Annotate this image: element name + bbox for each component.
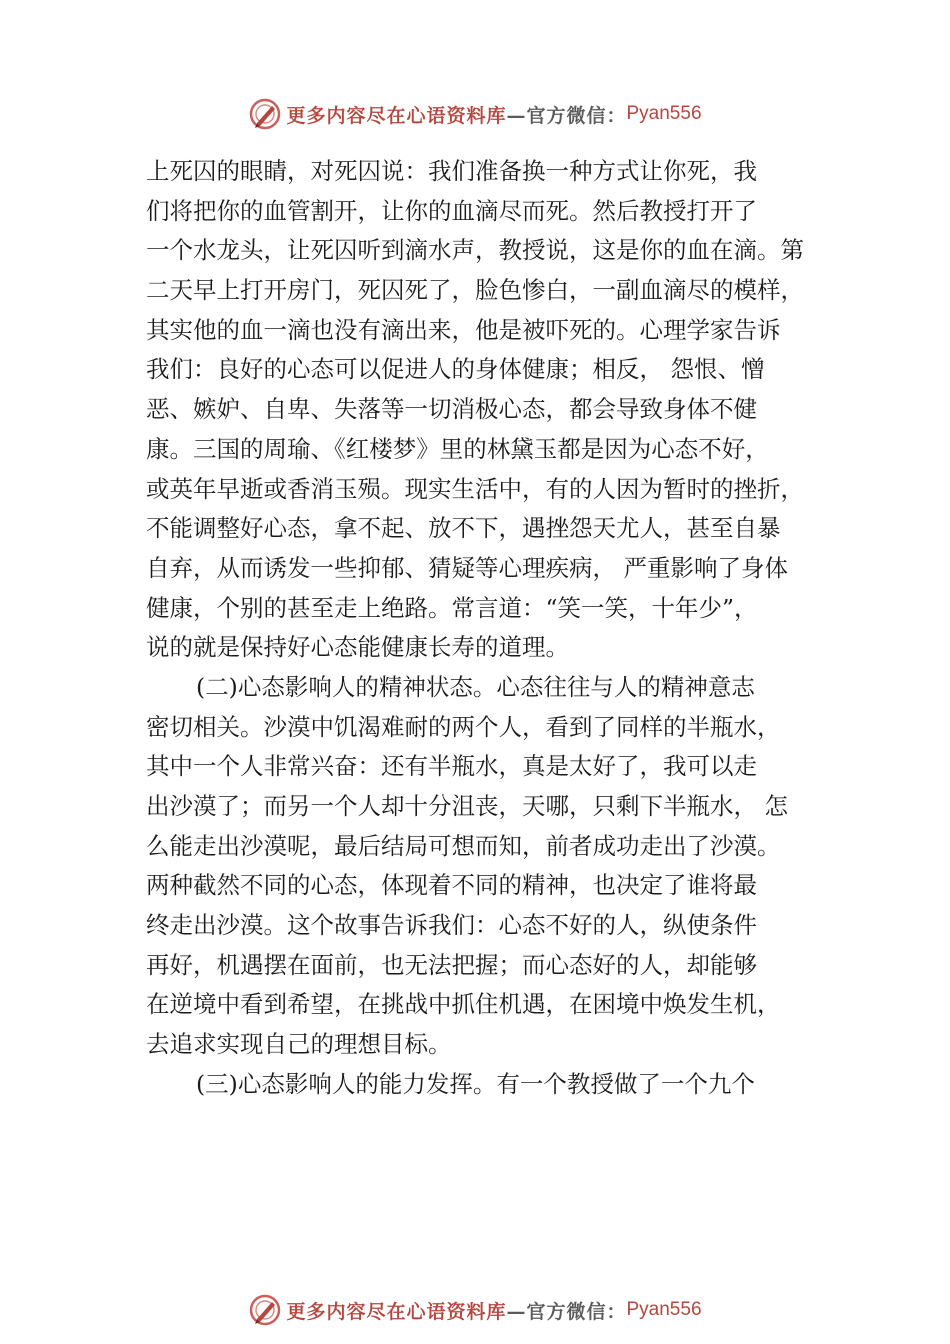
text-line: 二天早上打开房门，死囚死了，脸色惨白，一副血滴尽的模样，	[146, 276, 804, 305]
text-line: 其中一个人非常兴奋：还有半瓶水，真是太好了，我可以走	[146, 752, 757, 781]
paragraph-start-line: (二)心态影响人的精神状态。心态往往与人的精神意志	[196, 672, 755, 701]
text-line: 我们：良好的心态可以促进人的身体健康；相反， 怨恨、憎	[146, 355, 765, 384]
document-body	[146, 152, 836, 1105]
banner-wechat-id: Pyan556	[626, 1299, 702, 1320]
text-line: 健康，个别的甚至走上绝路。常言道：“笑一笑，十年少”，	[146, 593, 758, 622]
pen-logo-icon	[248, 97, 282, 131]
text-line: 说的就是保持好心态能健康长寿的道理。	[146, 633, 569, 662]
text-line: 不能调整好心态，拿不起、放不下，遇挫怨天尤人，甚至自暴	[146, 514, 781, 543]
banner-site-name: 更多内容尽在心语资料库	[286, 1300, 507, 1323]
text-line: 上死囚的眼睛，对死囚说：我们准备换一种方式让你死，我	[146, 157, 757, 185]
banner-wechat-id: Pyan556	[626, 103, 702, 124]
text-line: 康。三国的周瑜、《红楼梦》里的林黛玉都是因为心态不好，	[146, 434, 769, 463]
text-line: 两种截然不同的心态，体现着不同的精神，也决定了谁将最	[146, 871, 757, 900]
footer-banner	[0, 1290, 950, 1330]
pen-logo-icon	[248, 1293, 282, 1327]
text-line: 出沙漠了；而另一个人却十分沮丧，天哪，只剩下半瓶水， 怎	[146, 792, 788, 820]
text-line: 自弃，从而诱发一些抑郁、猜疑等心理疾病， 严重影响了身体	[146, 553, 788, 582]
text-line: 们将把你的血管割开，让你的血滴尽而死。然后教授打开了	[146, 196, 757, 225]
text-line: 其实他的血一滴也没有滴出来，他是被吓死的。心理学家告诉	[146, 315, 781, 344]
text-line: 或英年早逝或香消玉殒。现实生活中，有的人因为暂时的挫折，	[146, 474, 804, 503]
banner-site-name: 更多内容尽在心语资料库	[286, 104, 507, 127]
paragraph-start-line: (三)心态影响人的能力发挥。有一个教授做了一个九个	[196, 1069, 755, 1098]
banner-wechat-label: —官方微信：	[506, 1300, 627, 1323]
text-line: 在逆境中看到希望，在挑战中抓住机遇，在困境中焕发生机，	[146, 990, 781, 1019]
text-line: 终走出沙漠。这个故事告诉我们：心态不好的人，纵使条件	[146, 911, 757, 940]
text-line: 么能走出沙漠呢，最后结局可想而知，前者成功走出了沙漠。	[146, 831, 781, 860]
banner-wechat-label: —官方微信：	[506, 104, 627, 127]
text-line: 密切相关。沙漠中饥渴难耐的两个人，看到了同样的半瓶水，	[146, 712, 781, 741]
text-line: 恶、嫉妒、自卑、失落等一切消极心态，都会导致身体不健	[146, 395, 757, 424]
header-banner	[0, 94, 950, 134]
text-line: 一个水龙头，让死囚听到滴水声，教授说，这是你的血在滴。第	[146, 236, 804, 265]
text-line: 去追求实现自己的理想目标。	[146, 1030, 452, 1059]
text-line: 再好，机遇摆在面前，也无法把握；而心态好的人，却能够	[146, 950, 757, 979]
